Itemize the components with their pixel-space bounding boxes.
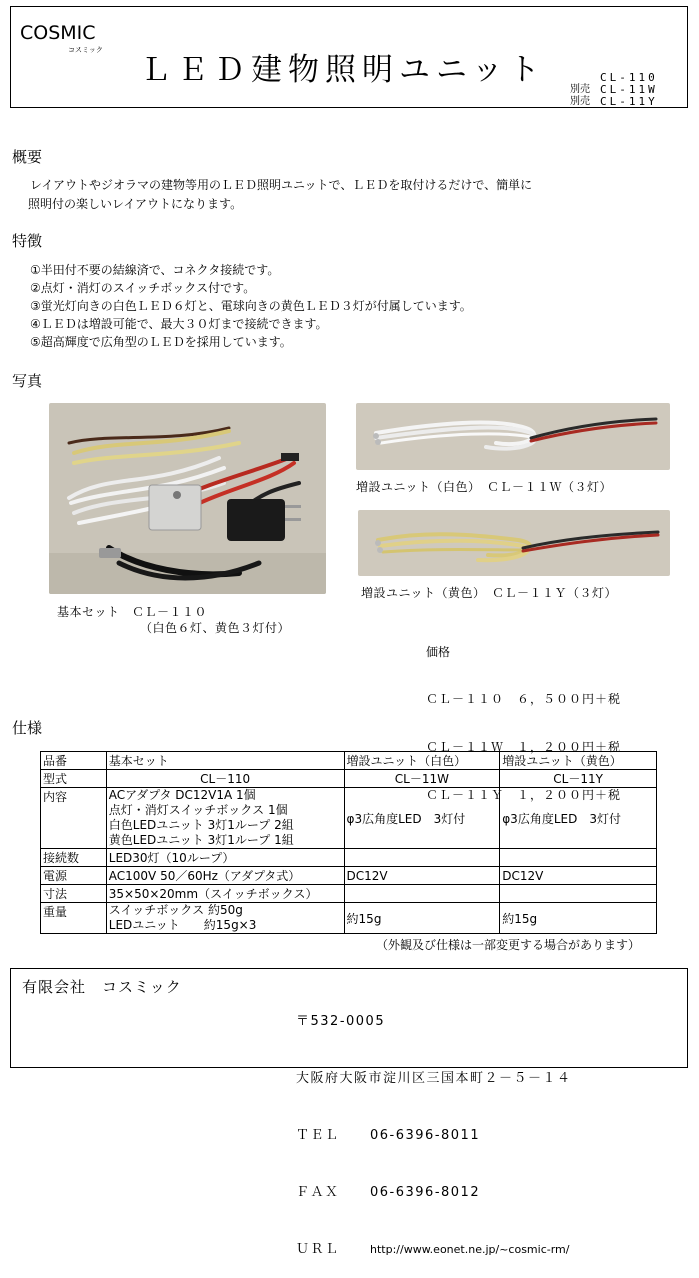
table-row: 内容 ACアダプタ DC12V1A 1個 点灯・消灯スイッチボックス 1個 白色LEDユニット 3灯1ループ 2組 黄色LEDユニット 3灯1ループ 1組 φ3広角度LED 3灯付 φ3広角度LED 3灯付 — [41, 788, 657, 849]
product-code: CL-110 — [600, 71, 658, 84]
company-address — [296, 974, 572, 1278]
white-unit-caption: 増設ユニット（白色） ＣＬ－１１Ｗ（３灯） — [356, 480, 613, 494]
cosmic-logo — [14, 22, 106, 62]
product-codes: CL-110 別売 CL-11W 別売 CL-11Y — [570, 71, 658, 108]
table-row: 接続数 LED30灯（10ループ） — [41, 849, 657, 867]
feature-item: ①半田付不要の結線済で、コネクタ接続です。 — [30, 263, 280, 277]
features-heading: 特徴 — [12, 232, 43, 250]
tel-line: ＴＥＬ 06-6396-8011 — [296, 1128, 481, 1143]
feature-item: ②点灯・消灯のスイッチボックス付です。 — [30, 281, 256, 295]
basic-set-subcaption: （白色６灯、黄色３灯付） — [140, 621, 291, 635]
street-address: 大阪府大阪市淀川区三国本町２－５－１４ — [296, 1071, 572, 1086]
spec-table — [40, 751, 657, 934]
table-row: 重量 スイッチボックス 約50g LEDユニット 約15g×3 約15g 約15g — [41, 903, 657, 934]
basic-set-photo — [49, 403, 326, 594]
page-title: ＬＥＤ建物照明ユニット — [140, 52, 546, 88]
fax-line: ＦＡＸ 06-6396-8012 — [296, 1185, 481, 1200]
company-name: 有限会社 コスミック — [22, 978, 182, 996]
table-row: 電源 AC100V 50／60Hz（アダプタ式） DC12V DC12V — [41, 867, 657, 885]
website-link[interactable]: http://www.eonet.ne.jp/~cosmic-rm/ — [370, 1243, 570, 1256]
logo-main-text: COSMIC — [20, 22, 96, 44]
logo-sub-text: コスミック — [68, 46, 103, 54]
product-code: CL-11Y — [600, 95, 658, 108]
photos-heading: 写真 — [12, 372, 43, 390]
postal-code: 〒532-0005 — [296, 1014, 386, 1029]
spec-note: （外観及び仕様は一部変更する場合があります） — [376, 938, 641, 952]
basic-set-caption: 基本セット ＣＬ－１１０ — [57, 605, 208, 619]
white-unit-photo — [356, 403, 670, 470]
overview-heading: 概要 — [12, 148, 43, 166]
url-line: ＵＲＬ http://www.eonet.ne.jp/~cosmic-rm/ — [296, 1242, 570, 1257]
yellow-unit-photo — [358, 510, 670, 576]
price-heading: 価格 — [426, 645, 451, 659]
price-row: ＣＬ－１１Ｗ １，２００円＋税 — [426, 740, 622, 754]
table-row: 寸法 35×50×20mm（スイッチボックス） — [41, 885, 657, 903]
feature-item: ④ＬＥＤは増設可能で、最大３０灯まで接続できます。 — [30, 317, 328, 331]
overview-text: レイアウトやジオラマの建物等用のＬＥＤ照明ユニットで、ＬＥＤを取付けるだけで、簡単に 照明付の楽しいレイアウトになります。 — [28, 178, 533, 211]
yellow-unit-caption: 増設ユニット（黄色） ＣＬ－１１Ｙ（３灯） — [361, 586, 618, 600]
product-code: CL-11W — [600, 83, 658, 96]
feature-item: ③蛍光灯向きの白色ＬＥＤ６灯と、電球向きの黄色ＬＥＤ３灯が付属しています。 — [30, 299, 472, 313]
table-row: 型式 CL－110 CL－11W CL－11Y — [41, 770, 657, 788]
price-row: ＣＬ－１１０ ６，５００円＋税 — [426, 692, 622, 706]
price-row: ＣＬ－１１Ｙ １，２００円＋税 — [426, 788, 622, 802]
table-row: 品番 基本セット 増設ユニット（白色） 増設ユニット（黄色） — [41, 752, 657, 770]
feature-item: ⑤超高輝度で広角型のＬＥＤを採用しています。 — [30, 335, 292, 349]
spec-heading: 仕様 — [12, 719, 43, 737]
features-list — [30, 261, 472, 351]
